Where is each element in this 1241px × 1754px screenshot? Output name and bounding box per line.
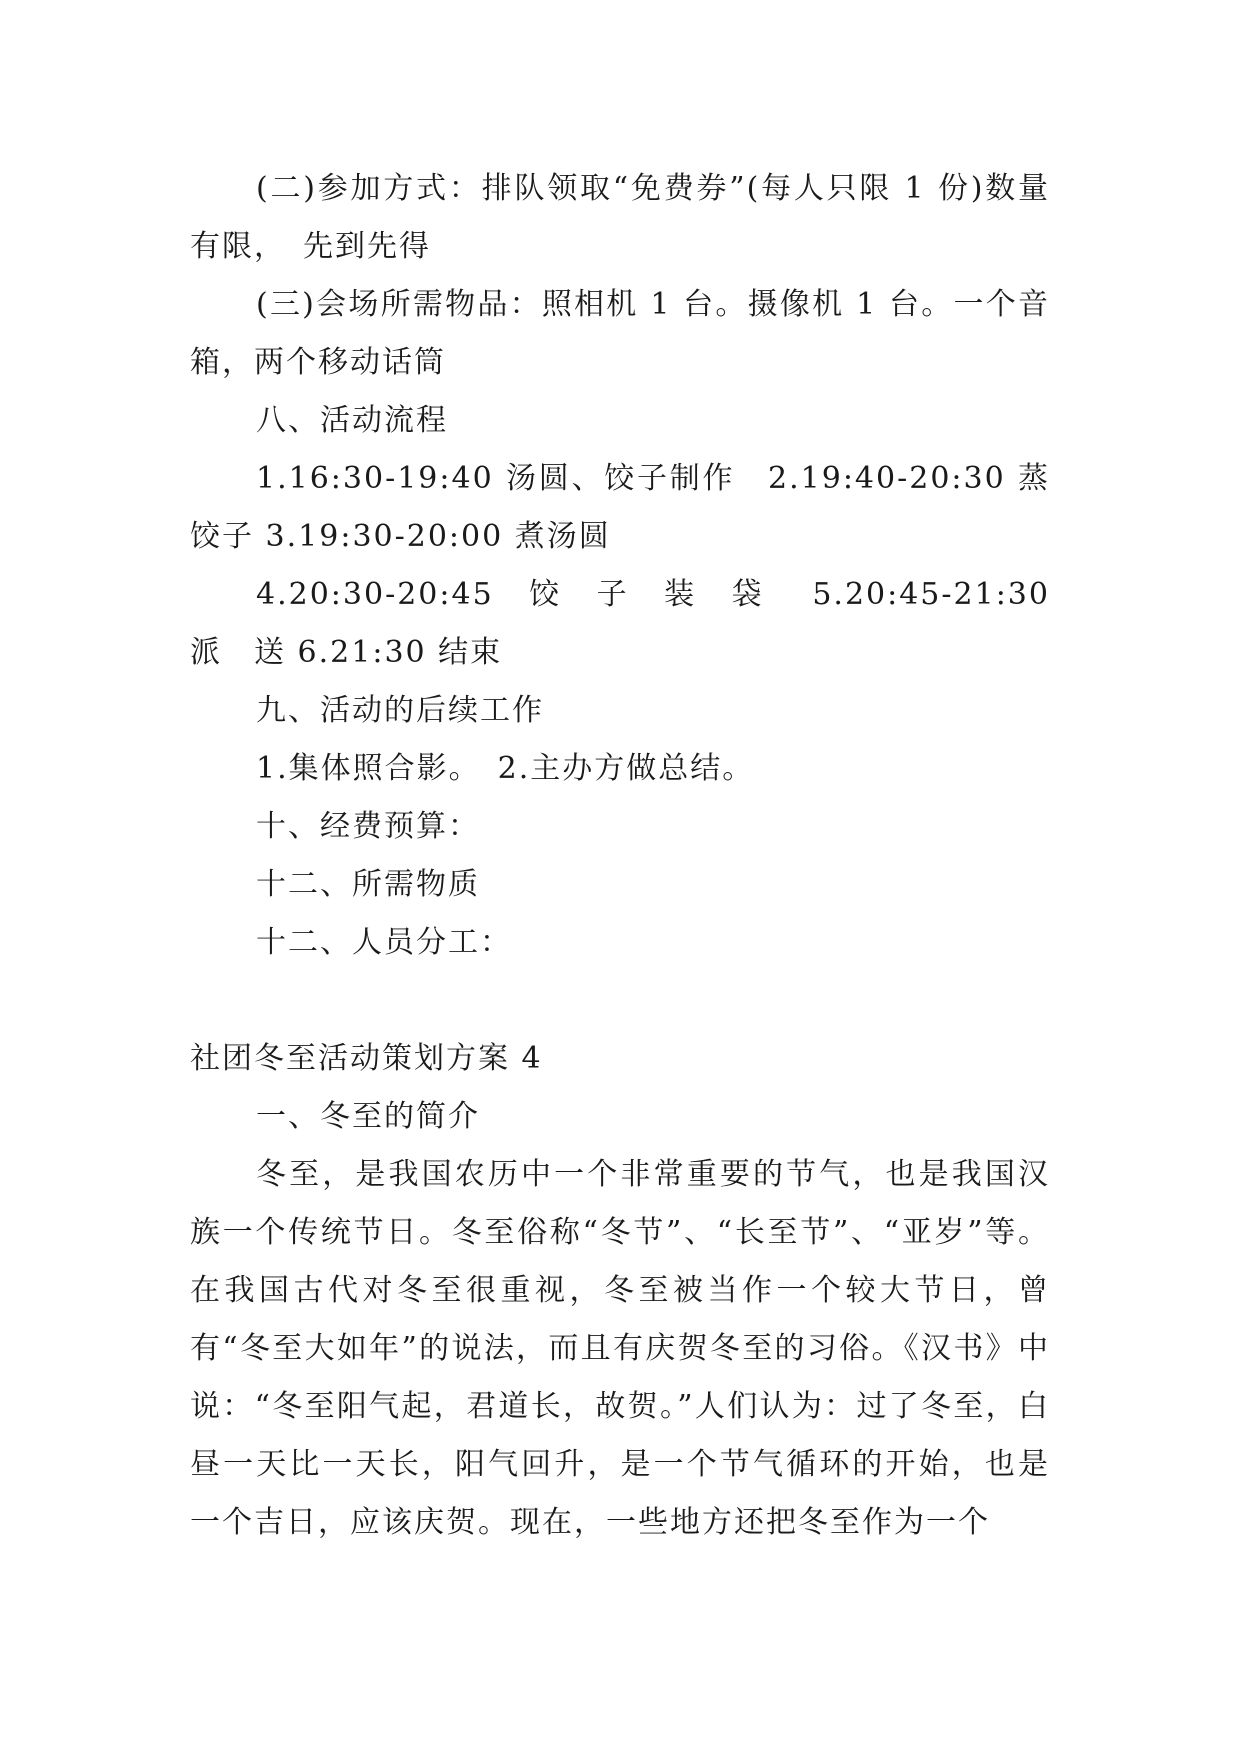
heading-winter-solstice-intro: 一、冬至的简介 (256, 1099, 480, 1134)
paragraph-schedule-2: 4.20:30-20:45 饺 子 装 袋 5.20:45-21:30 派 送 6.21:30 结束 (190, 577, 1082, 670)
heading-activity-process: 八、活动流程 (256, 403, 448, 438)
section-spacer (190, 972, 1050, 1030)
paragraph-follow-up-items: 1.集体照合影。 2.主办方做总结。 (256, 751, 755, 786)
paragraph-participation-method: (二)参加方式：排队领取“免费券”(每人只限 1 份)数量有限， 先到先得 (190, 171, 1050, 264)
heading-follow-up-work: 九、活动的后续工作 (256, 693, 544, 728)
heading-budget: 十、经费预算： (256, 809, 480, 844)
document-body (190, 160, 1082, 1552)
heading-staff-assignment: 十二、人员分工： (256, 925, 512, 960)
paragraph-winter-solstice-description: 冬至，是我国农历中一个非常重要的节气，也是我国汉族一个传统节日。冬至俗称“冬节”、“长至节”、“亚岁”等。在我国古代对冬至很重视，冬至被当作一个较大节日，曾有“冬至大如年”的说法，而且有庆贺冬至的习俗。《汉书》中说：“冬至阳气起，君道长，故贺。”人们认为：过了冬至，白昼一天比一天长，阳气回升，是一个节气循环的开始，也是一个吉日，应该庆贺。现在，一些地方还把冬至作为一个 (190, 1157, 1050, 1540)
paragraph-schedule-1: 1.16:30-19:40 汤圆、饺子制作 2.19:40-20:30 蒸饺子 3.19:30-20:00 煮汤圆 (190, 461, 1050, 554)
section-title: 社团冬至活动策划方案 4 (190, 1041, 543, 1076)
paragraph-venue-items: (三)会场所需物品：照相机 1 台。摄像机 1 台。一个音箱，两个移动话筒 (190, 287, 1050, 380)
heading-materials: 十二、所需物质 (256, 867, 480, 902)
